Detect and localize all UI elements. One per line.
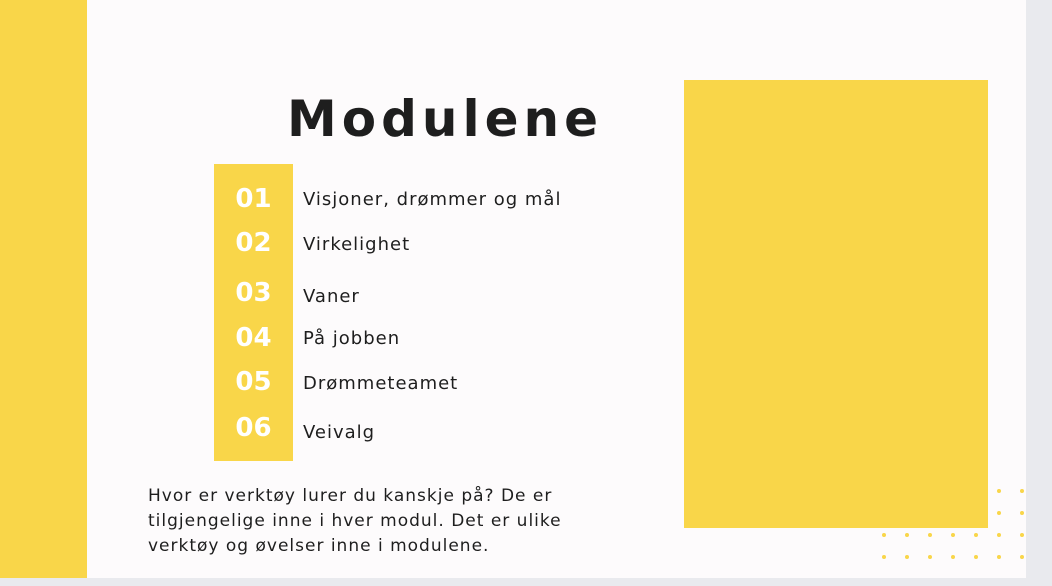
module-number-3: 03	[235, 278, 272, 308]
decorative-dot	[997, 489, 1001, 493]
module-label-3: Vaner	[303, 286, 360, 307]
decorative-dot	[1020, 489, 1024, 493]
module-label-4: På jobben	[303, 328, 401, 349]
module-number-1: 01	[235, 184, 272, 214]
left-accent-bar	[0, 0, 87, 578]
decorative-dot	[1020, 555, 1024, 559]
module-label-1: Visjoner, drømmer og mål	[303, 189, 562, 210]
decorative-dot	[951, 555, 955, 559]
decorative-dot	[1020, 533, 1024, 537]
module-label-5: Drømmeteamet	[303, 373, 459, 394]
module-number-5: 05	[235, 367, 272, 397]
decorative-dot	[905, 533, 909, 537]
decorative-dot	[974, 533, 978, 537]
decorative-dot	[997, 533, 1001, 537]
slide-title: Modulene	[286, 90, 604, 148]
decorative-dot	[882, 555, 886, 559]
decorative-dot	[905, 555, 909, 559]
decorative-dot	[997, 511, 1001, 515]
decorative-dot	[928, 533, 932, 537]
decorative-dot	[928, 555, 932, 559]
module-number-2: 02	[235, 228, 272, 258]
decorative-dot	[951, 533, 955, 537]
decorative-dot	[974, 555, 978, 559]
module-label-2: Virkelighet	[303, 234, 411, 255]
module-label-6: Veivalg	[303, 422, 376, 443]
image-placeholder-block	[684, 80, 988, 528]
decorative-dot	[997, 555, 1001, 559]
decorative-dot	[882, 533, 886, 537]
module-number-4: 04	[235, 323, 272, 353]
decorative-dot	[1020, 511, 1024, 515]
module-number-6: 06	[235, 413, 272, 443]
tools-note: Hvor er verktøy lurer du kanskje på? De er tilgjengelige inne i hver modul. Det er ulike verktøy og øvelser inne i modulene.	[148, 486, 562, 556]
